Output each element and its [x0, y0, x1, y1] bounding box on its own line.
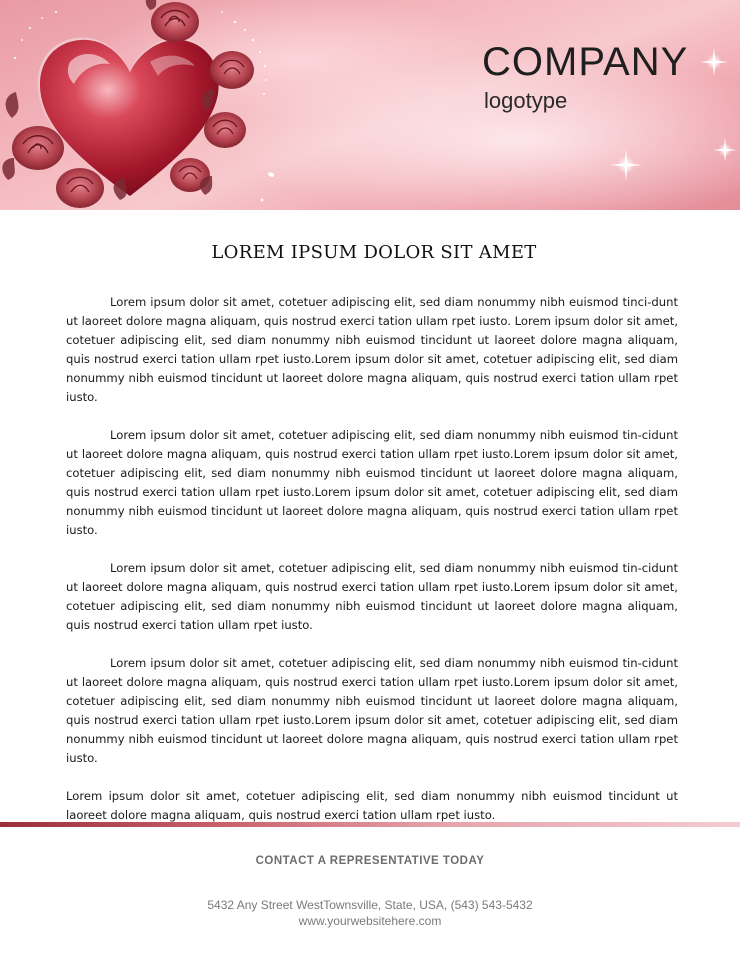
company-name: COMPANY: [482, 40, 689, 84]
document-body: [66, 293, 678, 844]
document-title: LOREM IPSUM DOLOR SIT AMET: [211, 242, 537, 263]
company-logotype: logotype: [484, 88, 568, 113]
contact-website: www.yourwebsitehere.com: [298, 914, 442, 928]
banner-artwork: [0, 0, 740, 210]
footer-divider: [0, 822, 740, 827]
body-paragraph: Lorem ipsum dolor sit amet, cotetuer adipiscing elit, sed diam nonummy nibh euismod tin-cidunt ut laoreet dolore magna aliquam, quis nostrud exerci tation ullam rpet iusto.Lorem ipsum dolor sit amet, cotetuer adipiscing elit, sed diam nonummy nibh euismod tincidunt ut laoreet dolore magna aliquam, quis nostrud exerci tation ullam rpet iusto.Lorem ipsum dolor sit amet, cotetuer adipiscing elit, sed diam nonummy nibh euismod tincidunt ut laoreet dolore magna aliquam, quis nostrud exerci tation ullam rpet iusto.: [66, 428, 678, 537]
contact-address: 5432 Any Street WestTownsville, State, USA, (543) 543-5432: [207, 898, 533, 912]
body-paragraph: Lorem ipsum dolor sit amet, cotetuer adipiscing elit, sed diam nonummy nibh euismod tin-cidunt ut laoreet dolore magna aliquam, quis nostrud exerci tation ullam rpet iusto.Lorem ipsum dolor sit amet, cotetuer adipiscing elit, sed diam nonummy nibh euismod tincidunt ut laoreet dolore magna aliquam, quis nostrud exerci tation ullam rpet iusto.Lorem ipsum dolor sit amet, cotetuer adipiscing elit, sed diam nonummy nibh euismod tincidunt ut laoreet dolore magna aliquam, quis nostrud exerci tation ullam rpet iusto.: [66, 656, 678, 765]
letterhead-banner: [0, 0, 740, 210]
body-paragraph: Lorem ipsum dolor sit amet, cotetuer adipiscing elit, sed diam nonummy nibh euismod tin-cidunt ut laoreet dolore magna aliquam, quis nostrud exerci tation ullam rpet iusto.Lorem ipsum dolor sit amet, cotetuer adipiscing elit, sed diam nonummy nibh euismod tincidunt ut laoreet dolore magna aliquam, quis nostrud exerci tation ullam rpet iusto.: [66, 561, 678, 632]
body-paragraph: Lorem ipsum dolor sit amet, cotetuer adipiscing elit, sed diam nonummy nibh euismod tinci-dunt ut laoreet dolore magna aliquam, quis nostrud exerci tation ullam rpet iusto. Lorem ipsum dolor sit amet, cotetuer adipiscing elit, sed diam nonummy nibh euismod tincidunt ut laoreet dolore magna aliquam, quis nostrud exerci tation ullam rpet iusto.Lorem ipsum dolor sit amet, cotetuer adipiscing elit, sed diam nonummy nibh euismod tincidunt ut laoreet dolore magna aliquam, quis nostrud exerci tation ullam rpet iusto.: [66, 295, 678, 404]
body-paragraph: Lorem ipsum dolor sit amet, cotetuer adipiscing elit, sed diam nonummy nibh euismod tincidunt ut laoreet dolore magna aliquam, quis nostrud exerci tation ullam rpet iusto.: [66, 789, 678, 822]
contact-heading: CONTACT A REPRESENTATIVE TODAY: [255, 855, 485, 867]
